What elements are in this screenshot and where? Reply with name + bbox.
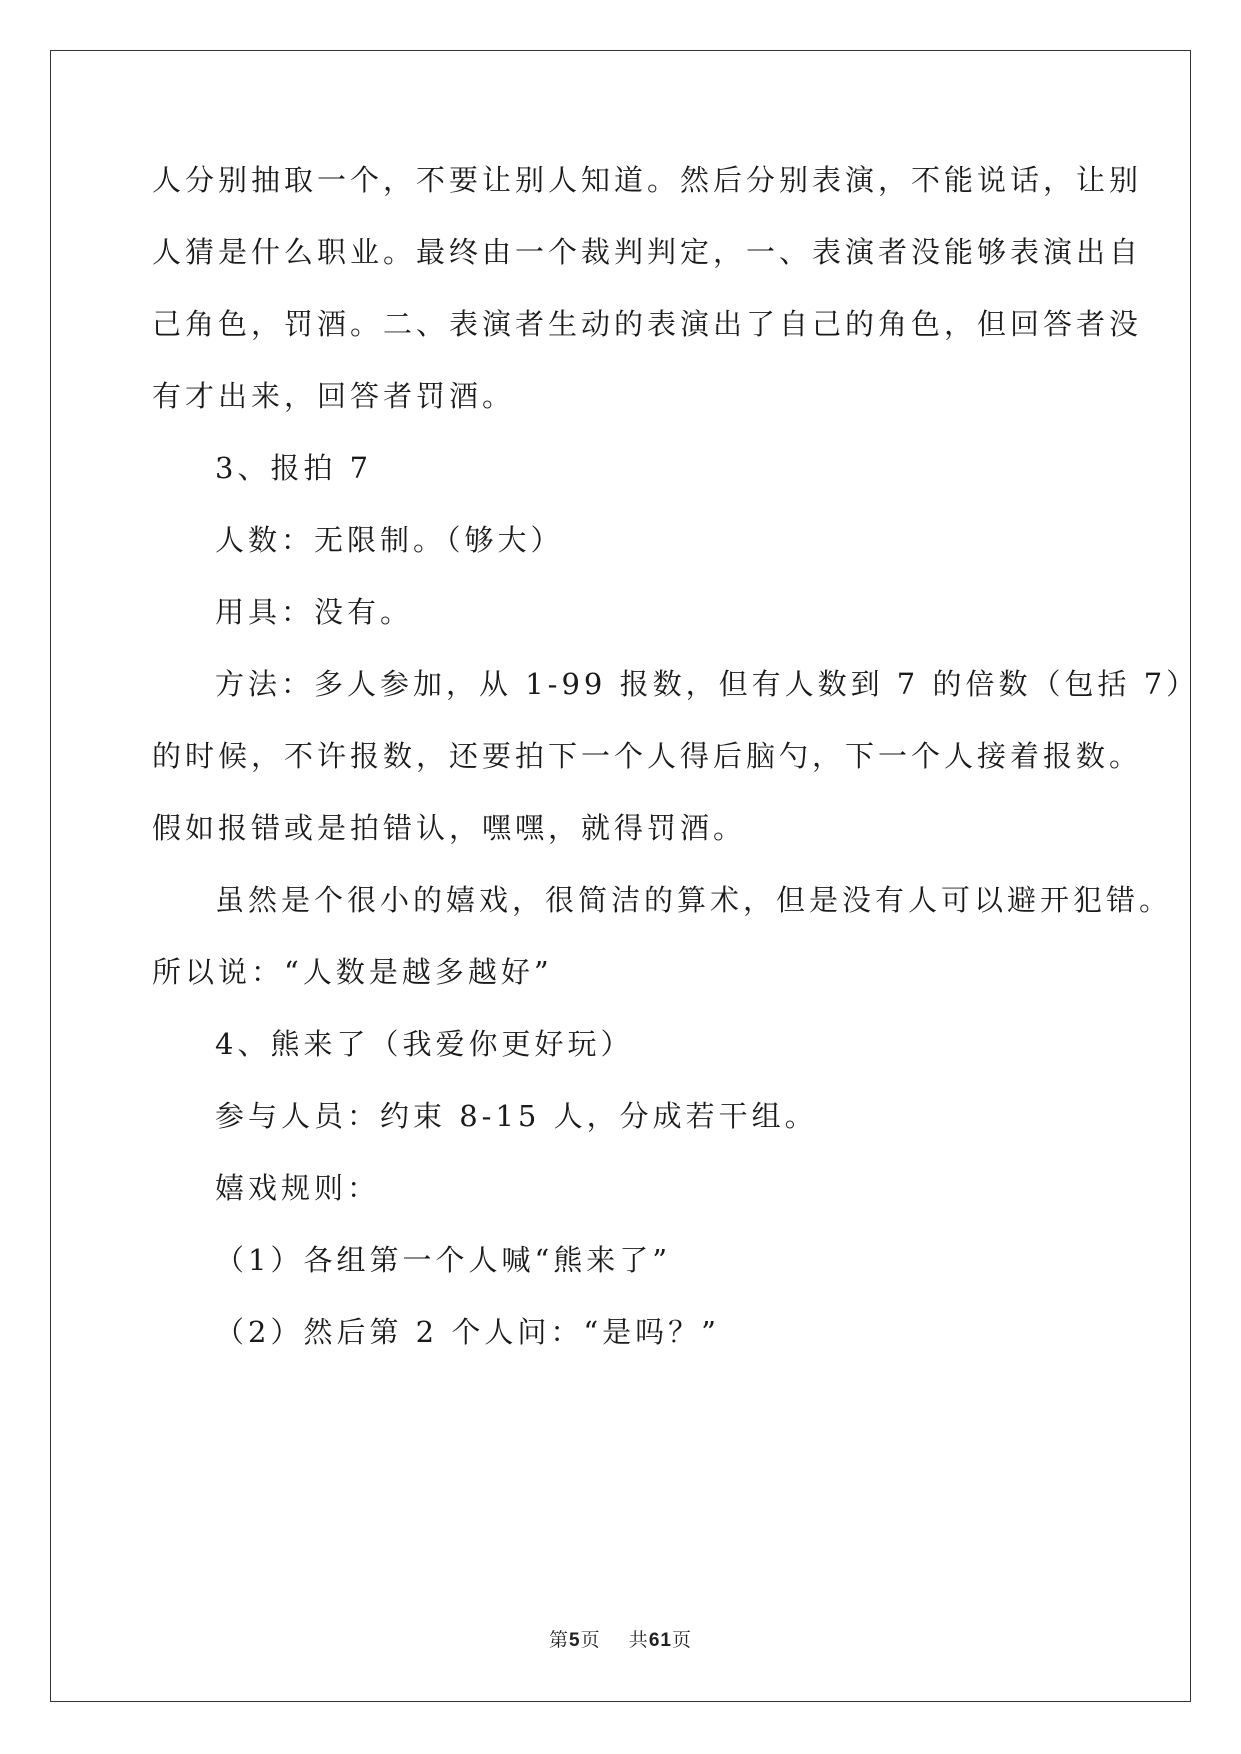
footer-total-suffix: 页 — [671, 1629, 692, 1651]
body-line-method: 方法：多人参加，从 1-99 报数，但有人数到 7 的倍数（包括 7） — [215, 667, 1200, 701]
section-heading-4: 4、熊来了（我爱你更好玩） — [215, 1027, 634, 1061]
footer-total-pages: 61 — [648, 1630, 672, 1651]
body-line-2: 人猜是什么职业。最终由一个裁判判定，一、表演者没能够表演出自 — [152, 235, 1143, 269]
footer-total-prefix: 共 — [628, 1629, 649, 1651]
body-line-rules-label: 嬉戏规则： — [215, 1171, 381, 1205]
body-line-participants: 参与人员：约束 8-15 人，分成若干组。 — [215, 1099, 818, 1133]
rule-item-2: （2）然后第 2 个人问：“是吗？” — [215, 1315, 720, 1349]
rule-item-1: （1）各组第一个人喊“熊来了” — [215, 1243, 672, 1277]
body-line-1: 人分别抽取一个，不要让别人知道。然后分别表演，不能说话，让别 — [152, 163, 1143, 197]
body-line-method-cont-1: 的时候，不许报数，还要拍下一个人得后脑勺，下一个人接着报数。 — [152, 739, 1143, 773]
body-line-4: 有才出来，回答者罚酒。 — [152, 379, 516, 413]
footer-page-suffix: 页 — [580, 1629, 601, 1651]
footer-page-prefix: 第 — [549, 1629, 570, 1651]
body-line-remark: 虽然是个很小的嬉戏，很简洁的算术，但是没有人可以避开犯错。 — [215, 883, 1173, 917]
body-line-players: 人数：无限制。（够大） — [215, 523, 564, 557]
page-border — [50, 50, 1191, 1702]
body-line-3: 己角色，罚酒。二、表演者生动的表演出了自己的角色，但回答者没 — [152, 307, 1143, 341]
section-heading-3: 3、报拍 7 — [215, 451, 373, 485]
body-line-method-cont-2: 假如报错或是拍错认，嘿嘿，就得罚酒。 — [152, 811, 747, 845]
page-footer — [0, 1625, 1241, 1652]
body-line-tools: 用具：没有。 — [215, 595, 414, 629]
footer-page-number: 5 — [569, 1630, 581, 1651]
body-line-remark-cont: 所以说：“人数是越多越好” — [152, 955, 553, 989]
